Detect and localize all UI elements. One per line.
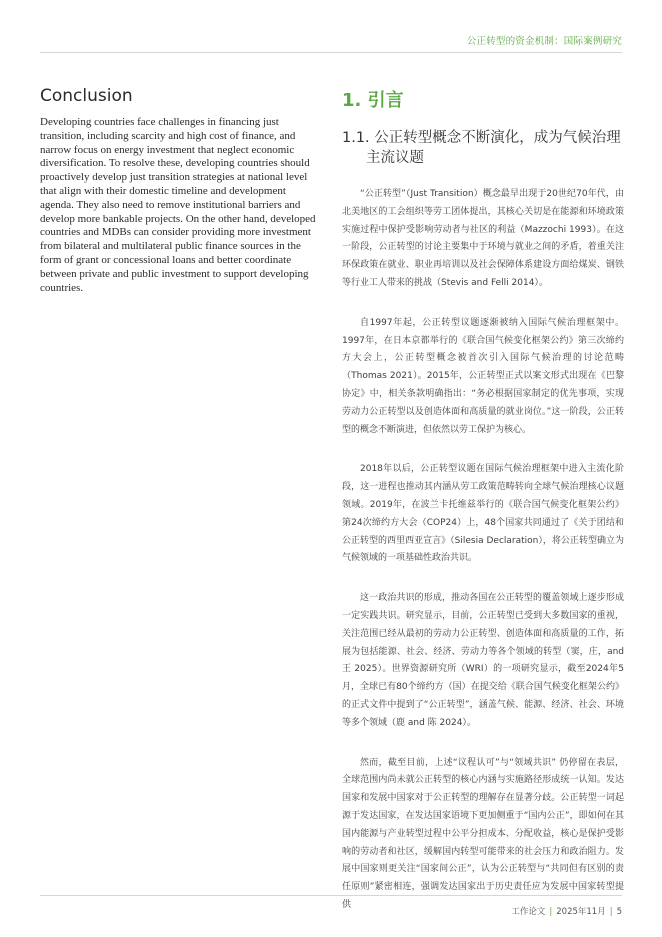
page-number: 5 bbox=[616, 907, 622, 917]
paragraph: 自1997年起，公正转型议题逐渐被纳入国际气候治理框架中。1997年，在日本京都举行的《联合国气候变化框架公约》第三次缔约方大会上，公正转型概念被首次引入国际气候治理的讨论范畴（Thomas 2021）。2015年，公正转型正式以案文形式出现在《巴黎协定》中，相关条款明确指出：“务必根据国家制定的优先事项，实现劳动力公正转型以及创造体面和高质量的就业岗位。”这一阶段，公正转型的概念不断演进，但依然以劳工保护为核心。 bbox=[342, 317, 624, 435]
section-title: 1. 引言 bbox=[342, 90, 404, 111]
footer-divider bbox=[40, 895, 622, 896]
english-summary-column bbox=[40, 86, 320, 295]
conclusion-heading: Conclusion bbox=[40, 86, 133, 106]
paragraph: 这一政治共识的形成，推动各国在公正转型的覆盖领域上逐步形成一定实践共识。研究显示，目前，公正转型已受到大多数国家的重视，关注范围已经从最初的劳动力公正转型、创造体面和高质量的工作，拓展为包括能源、社会、经济、劳动力等各个领域的转型（窦，庄，and 王 2025）。世界资源研究所（WRI）的一项研究显示，截至2024年5月，全球已有80个缔约方（国）在提交给《联合国气候变化框架公约》的正式文件中提到了“公正转型”，涵盖气候、能源、经济、社会、环境等多个领域（鹿 and 陈 2024）。 bbox=[342, 593, 624, 728]
paragraph: 2018年以后，公正转型议题在国际气候治理框架中进入主流化阶段，这一进程也推动其内涵从劳工政策范畴转向全球气候治理核心议题领域。2019年，在波兰卡托维兹举行的《联合国气候变化框架公约》第24次缔约方大会（COP24）上，48个国家共同通过了《关于团结和公正转型的西里西亚宣言》（Silesia Declaration），将公正转型确立为气候领域的一项基础性政治共识。 bbox=[342, 464, 624, 564]
page-footer bbox=[511, 905, 622, 917]
footer-doc-type: 工作论文 bbox=[511, 907, 546, 917]
footer-date: 2025年11月 bbox=[556, 907, 606, 917]
header-divider bbox=[40, 52, 622, 53]
footer-separator: | bbox=[609, 907, 613, 917]
main-content-column bbox=[342, 86, 624, 937]
paragraph: 然而，截至目前，上述“议程认可”与“领域共识” 仍停留在表层，全球范围内尚未就公正转型的核心内涵与实施路径形成统一认知。发达国家和发展中国家对于公正转型的理解存在显著分歧。公正转型一词起源于发达国家，在发达国家语境下更加侧重于“国内公正”，即如何在其国内能源与产业转型过程中公平分担成本、分配收益，核心是保护受影响的劳动者和社区，缓解国内转型可能带来的社会压力和政治阻力。发展中国家则更关注“国家间公正”，认为公正转型与“共同但有区别的责任原则”紧密相连，强调发达国家出于历史责任应为发展中国家转型提供 bbox=[342, 757, 624, 910]
conclusion-body: Developing countries face challenges in financing just transition, including scarcity and high cost of finance, and narrow focus on energy investment that neglect economic diversification. To resolve these, developing countries should proactively develop just transition strategies at national level that align with their domestic timeline and development agenda. They also need to remove institutional barriers and develop more bankable projects. On the other hand, developed countries and MDBs can consider providing more investment from bilateral and multilateral public finance sources in the form of grant or concessional loans and better coordinate between private and public investment to support developing countries. bbox=[40, 116, 316, 294]
running-header: 公正转型的资金机制：国际案例研究 bbox=[466, 36, 622, 47]
footer-separator: | bbox=[549, 907, 553, 917]
paragraph: “公正转型”（Just Transition）概念最早出现于20世纪70年代，由北美地区的工会组织等劳工团体提出，其核心关切是在能源和环境政策实施过程中保护受影响劳动者与社区的利益（Mazzochi 1993）。在这一阶段，公正转型的讨论主要集中于环境与就业之间的矛盾，着重关注环保政策在就业、职业再培训以及社会保障体系建设方面给煤炭、钢铁等行业工人带来的挑战（Stevis and Felli 2014）。 bbox=[342, 189, 624, 288]
subsection-title: 1.1. 公正转型概念不断演化，成为气候治理主流议题 bbox=[342, 130, 621, 166]
